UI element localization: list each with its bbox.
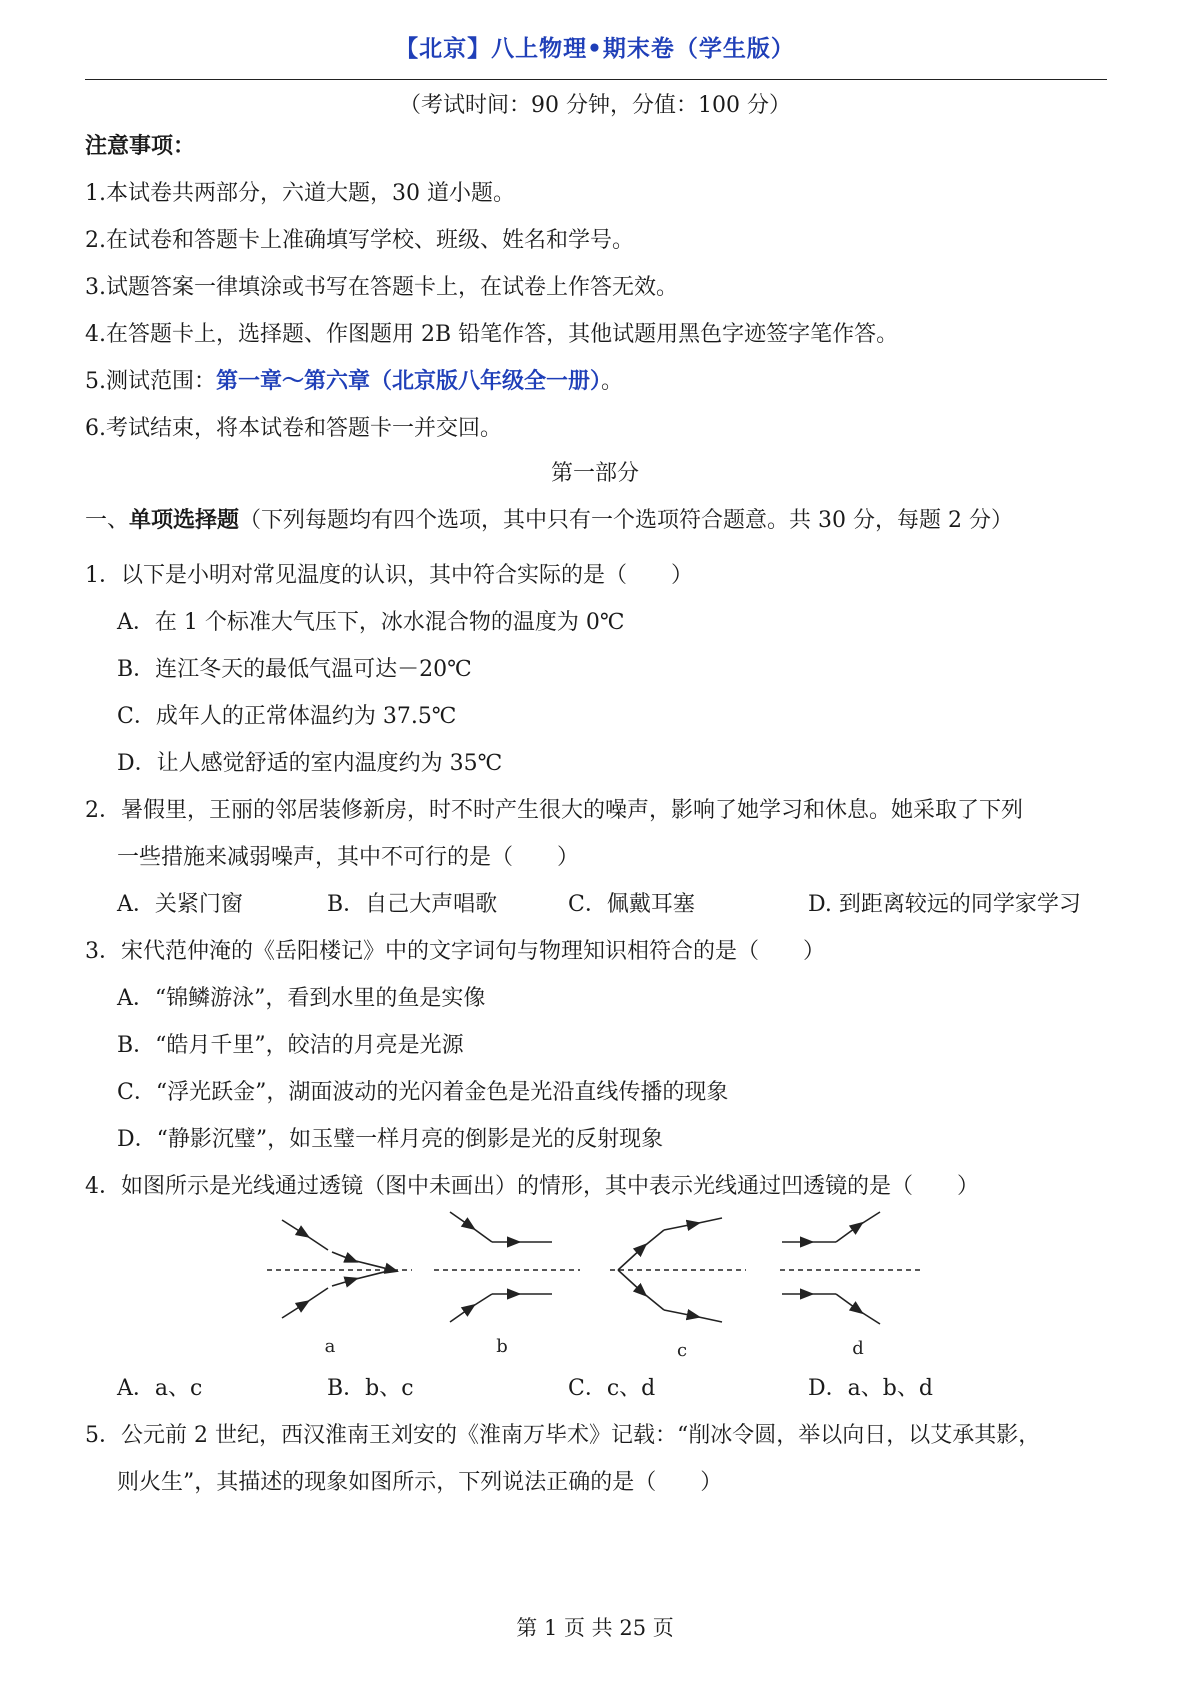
section-prefix: 一、: [85, 508, 130, 533]
section-desc: （下列每题均有四个选项，其中只有一个选项符合题意。共 30 分，每题 2 分）: [239, 508, 1013, 533]
question-2-option-d: D. 到距离较远的同学家学习: [808, 892, 1081, 917]
note-item-scope: [85, 368, 623, 396]
question-4-stem: 4．如图所示是光线通过透镜（图中未画出）的情形，其中表示光线通过凹透镜的是（ ）: [85, 1174, 980, 1199]
question-1-option-a: A．在 1 个标准大气压下，冰水混合物的温度为 0℃: [117, 610, 625, 635]
header-divider: [85, 79, 1107, 80]
note-item: 6.考试结束，将本试卷和答题卡一并交回。: [85, 416, 502, 441]
section-heading: [85, 507, 1013, 535]
question-2-option-b: B．自己大声唱歌: [327, 892, 498, 917]
notes-title: 注意事项：: [85, 134, 196, 159]
question-1-option-c: C．成年人的正常体温约为 37.5℃: [117, 704, 457, 729]
question-1-option-b: B．连江冬天的最低气温可达－20℃: [117, 657, 472, 682]
page-footer: 第 1 页 共 25 页: [516, 1616, 674, 1640]
figure-d-rays: [782, 1212, 880, 1324]
question-1-stem: 1．以下是小明对常见温度的认识，其中符合实际的是（ ）: [85, 563, 693, 588]
note-item: 3.试题答案一律填涂或书写在答题卡上，在试卷上作答无效。: [85, 275, 678, 300]
note-item: 4.在答题卡上，选择题、作图题用 2B 铅笔作答，其他试题用黑色字迹签字笔作答。: [85, 322, 899, 347]
figure-label-c: c: [676, 1340, 688, 1360]
question-5-stem-continued: 则火生”，其描述的现象如图所示，下列说法正确的是（ ）: [117, 1470, 723, 1495]
part-heading: 第一部分: [550, 461, 639, 486]
scope-prefix: 5.测试范围：: [85, 369, 216, 394]
question-4-option-b: B．b、c: [327, 1376, 414, 1401]
note-item: 2.在试卷和答题卡上准确填写学校、班级、姓名和学号。: [85, 228, 634, 253]
figure-label-b: b: [496, 1336, 508, 1357]
question-5-stem: 5．公元前 2 世纪，西汉淮南王刘安的《淮南万毕术》记载：“削冰令圆，举以向日，以艾承其影，: [85, 1423, 1041, 1448]
exam-info: （考试时间：90 分钟，分值：100 分）: [399, 93, 791, 118]
scope-range: 第一章～第六章（北京版八年级全一册）: [216, 369, 602, 394]
question-2-option-a: A．关紧门窗: [117, 892, 243, 917]
question-3-option-b: B．“皓月千里”，皎洁的月亮是光源: [117, 1033, 464, 1058]
header-title: 【北京】八上物理•期末卷（学生版）: [395, 36, 795, 62]
section-title: 单项选择题: [129, 508, 240, 533]
question-3-option-d: D．“静影沉璧”，如玉璧一样月亮的倒影是光的反射现象: [117, 1127, 664, 1152]
figure-a-rays: [282, 1220, 392, 1318]
scope-suffix: 。: [601, 369, 624, 394]
question-4-option-a: A．a、c: [117, 1376, 203, 1401]
figure-label-a: a: [324, 1336, 336, 1357]
question-4-option-c: C．c、d: [568, 1376, 656, 1401]
question-1-option-d: D．让人感觉舒适的室内温度约为 35℃: [117, 751, 503, 776]
question-3-option-c: C．“浮光跃金”，湖面波动的光闪着金色是光沿直线传播的现象: [117, 1080, 729, 1105]
question-2-stem-continued: 一些措施来减弱噪声，其中不可行的是（ ）: [117, 845, 580, 870]
question-4-option-d: D．a、b、d: [808, 1376, 933, 1401]
figure-label-d: d: [852, 1338, 864, 1359]
question-2-option-c: C．佩戴耳塞: [568, 892, 695, 917]
note-item: 1.本试卷共两部分，六道大题，30 道小题。: [85, 181, 515, 206]
figure-c-rays: [618, 1218, 722, 1322]
question-2-stem: 2．暑假里，王丽的邻居装修新房，时不时产生很大的噪声，影响了她学习和休息。她采取了下列: [85, 798, 1024, 823]
lens-ray-figure: [262, 1210, 922, 1360]
figure-b-rays: [450, 1212, 552, 1322]
question-3-stem: 3．宋代范仲淹的《岳阳楼记》中的文字词句与物理知识相符合的是（ ）: [85, 939, 825, 964]
question-3-option-a: A．“锦鳞游泳”，看到水里的鱼是实像: [117, 986, 486, 1011]
